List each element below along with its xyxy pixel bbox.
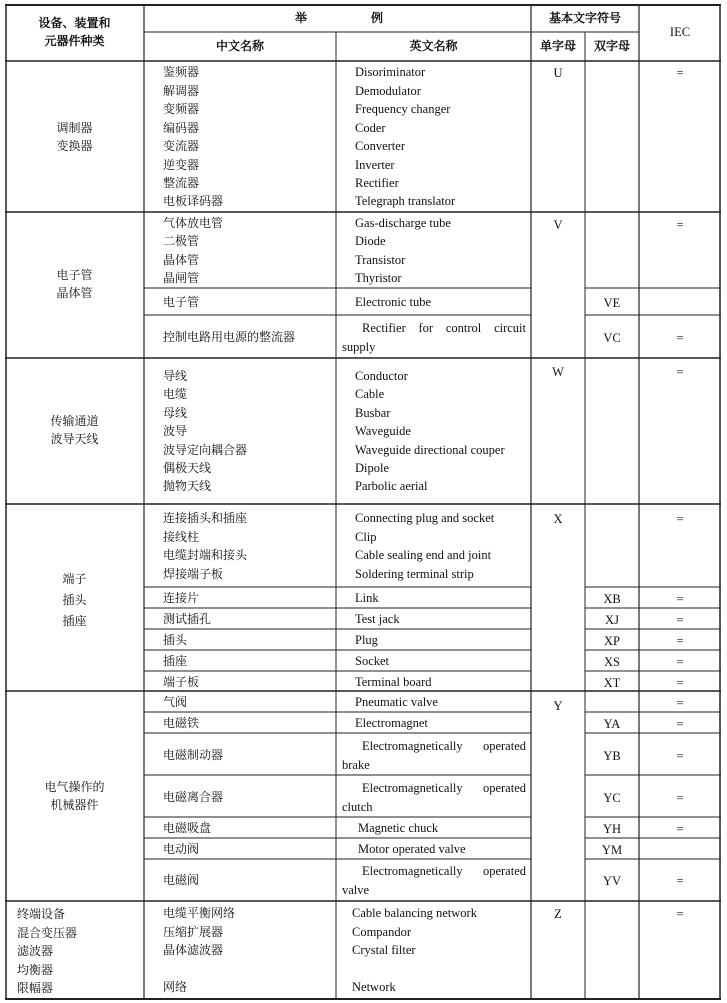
cn-name: 气体放电管 [163,216,224,230]
header-category-line2: 元器件种类 [44,34,105,48]
iec-mark: = [676,822,684,836]
single-letter: Z [554,907,562,921]
en-name: Diode [355,234,386,248]
header-category [5,14,144,50]
cn-name: 电磁制动器 [163,748,224,762]
header-iec: IEC [669,25,691,39]
en-name-wrapped: Electromagnetically operated clutch [342,781,526,814]
cn-name: 电子管 [163,295,200,309]
en-name-wrapped: Electromagnetically operated brake [342,739,526,772]
en-name: Electronic tube [355,295,432,309]
single-letter: W [552,365,564,379]
en-name: Frequency changer [355,102,451,116]
en-name: Socket [355,654,390,668]
cn-name: 电缆 [163,387,188,401]
cn-name: 抛物天线 [163,479,212,493]
double-letter: YA [603,717,621,731]
header-example-2: 例 [371,11,384,25]
cn-name: 测试插孔 [163,612,212,626]
cn-name: 晶体滤波器 [163,943,224,957]
cn-name: 焊接端子板 [163,567,224,581]
header-double: 双字母 [593,39,630,53]
double-letter: XP [604,634,620,648]
cn-name: 二极管 [163,234,200,248]
en-name: Waveguide [355,424,411,438]
en-name: Coder [355,121,386,135]
double-letter: XB [603,592,621,606]
en-name: Test jack [355,612,400,626]
en-name: Disoriminator [355,65,426,79]
category-terminal-devices: 终端设备 混合变压器 滤波器 均衡器 限幅器 [17,907,78,995]
en-name: Magnetic chuck [358,821,439,835]
en-name: Inverter [355,158,395,172]
iec-mark: = [676,613,684,627]
cn-name: 编码器 [163,121,200,135]
category-tubes: 电子管 晶体管 [56,268,93,300]
iec-mark: = [676,655,684,669]
iec-mark: = [676,907,684,921]
en-name: Clip [355,530,377,544]
iec-mark: = [676,791,684,805]
double-letter: YH [602,822,622,836]
double-letter: XS [604,655,620,669]
cn-name: 晶闸管 [163,271,200,285]
category-terminals: 端子 插头 插座 [62,572,87,628]
cn-name: 逆变器 [163,158,200,172]
en-name: Dipole [355,461,390,475]
en-name: Plug [355,633,378,647]
iec-mark: = [676,592,684,606]
cn-name: 偶极天线 [163,461,212,475]
cn-name: 变频器 [163,102,200,116]
en-name: Compandor [352,925,412,939]
cn-name: 电磁阀 [163,873,200,887]
symbol-table [5,4,721,1000]
cn-name: 控制电路用电源的整流器 [163,330,296,344]
en-name: Rectifier [355,176,399,190]
cn-name: 电磁吸盘 [163,821,212,835]
iec-mark: = [676,218,684,232]
en-name: Network [352,980,396,994]
double-letter: YV [602,874,622,888]
cn-name: 鉴频器 [163,65,200,79]
en-name: Motor operated valve [358,842,466,856]
double-letter: XT [603,676,621,690]
single-letter: Y [553,699,563,713]
en-name: Soldering terminal strip [355,567,474,581]
en-name: Conductor [355,369,408,383]
iec-mark: = [676,634,684,648]
header-single: 单字母 [539,39,576,53]
en-name: Crystal filter [352,943,416,957]
cn-name: 电动阀 [163,842,200,856]
iec-mark: = [676,749,684,763]
single-letter: X [553,512,563,526]
cn-name: 电磁铁 [163,716,200,730]
cn-name: 气阀 [163,695,188,709]
header-en-name: 英文名称 [409,39,458,53]
cn-name: 网络 [163,980,188,994]
cn-name: 接线柱 [163,530,200,544]
cn-name: 整流器 [163,176,200,190]
header-example-1: 举 [295,11,308,25]
category-transmission: 传输通道 波导天线 [50,414,99,446]
cn-name: 晶体管 [163,253,200,267]
en-name: Electromagnet [355,716,428,730]
iec-mark: = [676,717,684,731]
cn-name: 插座 [163,654,188,668]
double-letter: VC [603,331,621,345]
cn-name: 连接片 [163,591,200,605]
en-name-wrapped: Rectifier for control circuit supply [342,321,526,354]
cn-name: 压缩扩展器 [163,925,224,939]
header-basic-symbol: 基本文字符号 [548,11,621,25]
single-letter: U [553,66,563,80]
single-letter: V [553,218,563,232]
en-name: Cable balancing network [352,906,477,920]
header-category-line1: 设备、装置和 [38,16,111,30]
cn-name: 端子板 [163,675,200,689]
iec-mark: = [676,874,684,888]
category-modulator: 调制器 变换器 [56,121,93,153]
en-name: Link [355,591,379,605]
cn-name: 变流器 [163,139,200,153]
cn-name: 导线 [163,369,188,383]
cn-name: 电缆封端和接头 [163,548,248,562]
cn-name: 电缆平衡网络 [163,906,236,920]
double-letter: YB [603,749,621,763]
en-name: Busbar [355,406,391,420]
iec-mark: = [676,365,684,379]
en-name: Pneumatic valve [355,695,438,709]
en-name-wrapped: Electromagnetically operated valve [342,864,526,897]
cn-name: 电磁离合器 [163,790,224,804]
cn-name: 连接插头和插座 [163,511,248,525]
double-letter: YC [603,791,621,805]
en-name: Cable [355,387,385,401]
en-name: Parbolic aerial [355,479,428,493]
category-electro-mechanical: 电气操作的 机械器件 [44,780,105,812]
double-letter: VE [603,296,621,310]
iec-mark: = [676,676,684,690]
en-name: Thyristor [355,271,402,285]
header-cn-name: 中文名称 [215,39,264,53]
en-name: Converter [355,139,405,153]
en-name: Connecting plug and socket [355,511,495,525]
cn-name: 母线 [163,406,188,420]
en-name: Terminal board [355,675,432,689]
en-name: Telegraph translator [355,194,456,208]
en-name: Waveguide directional couper [355,443,505,457]
cn-name: 解调器 [163,84,200,98]
iec-mark: = [676,512,684,526]
cn-name: 插头 [163,633,188,647]
en-name: Gas-discharge tube [355,216,451,230]
cn-name: 波导 [163,424,188,438]
iec-mark: = [676,331,684,345]
iec-mark: = [676,66,684,80]
double-letter: XJ [605,613,619,627]
en-name: Demodulator [355,84,421,98]
en-name: Cable sealing end and joint [355,548,492,562]
cn-name: 波导定向耦合器 [163,443,248,457]
en-name: Transistor [355,253,406,267]
cn-name: 电板译码器 [163,194,224,208]
iec-mark: = [676,696,684,710]
double-letter: YM [601,843,623,857]
